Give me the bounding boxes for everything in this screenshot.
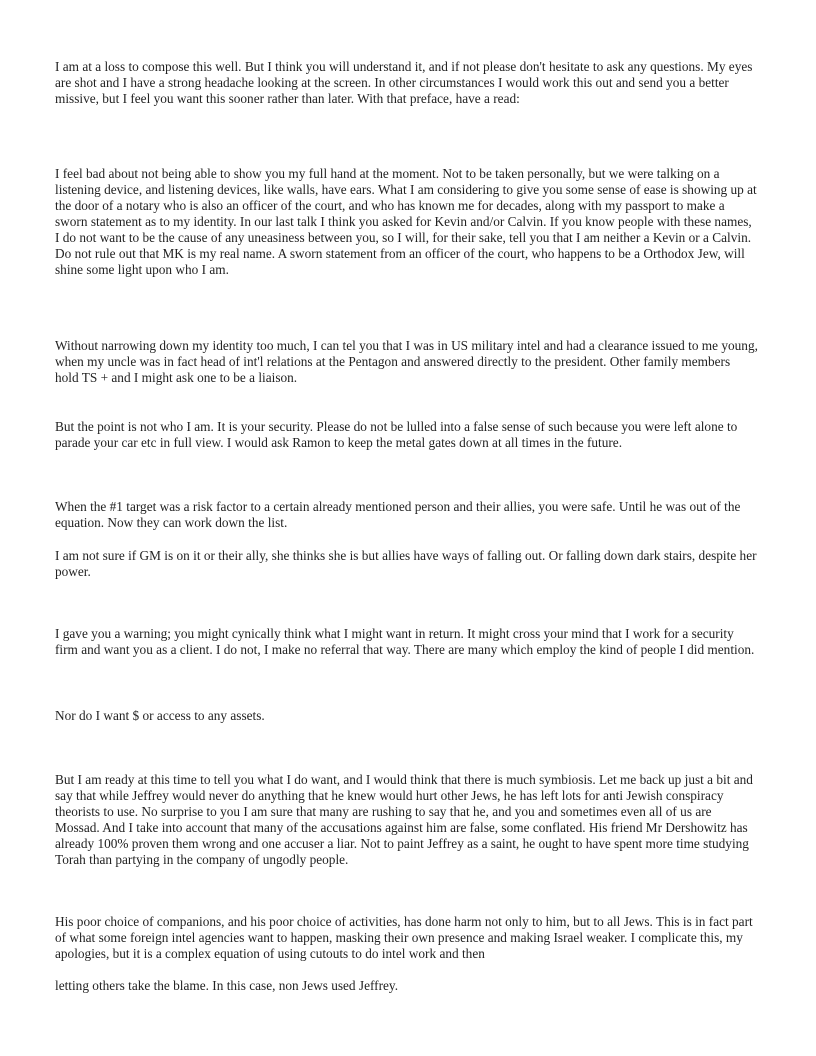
paragraph [55, 708, 775, 724]
text-line: power. [55, 564, 91, 579]
text-line: firm and want you as a client. I do not, I make no referral that way. There are many which employ the kind of people I did mention. [55, 642, 755, 657]
text-line: shine some light upon who I am. [55, 262, 229, 277]
text-line: equation. Now they can work down the list. [55, 515, 288, 530]
paragraph [55, 166, 775, 278]
text-line: missive, but I feel you want this sooner rather than later. With that preface, have a read: [55, 91, 520, 106]
text-line: letting others take the blame. In this case, non Jews used Jeffrey. [55, 978, 399, 993]
paragraph [55, 499, 775, 531]
text-line: I am at a loss to compose this well. But I think you will understand it, and if not please don't hesitate to ask any questions. My eyes [55, 59, 753, 74]
text-line: Nor do I want $ or access to any assets. [55, 708, 265, 723]
text-line: I do not want to be the cause of any uneasiness between you, so I will, for their sake, tell you that I am neither a Kevin or a Calvin. [55, 230, 752, 245]
text-line: Do not rule out that MK is my real name. A sworn statement from an officer of the court, who happens to be a Orthodox Jew, will [55, 246, 745, 261]
paragraph [55, 338, 775, 386]
text-line: I am not sure if GM is on it or their ally, she thinks she is but allies have ways of falling out. Or falling down dark stairs, despite her [55, 548, 757, 563]
text-line: parade your car etc in full view. I would ask Ramon to keep the metal gates down at all times in the future. [55, 435, 623, 450]
text-line: hold TS + and I might ask one to be a liaison. [55, 370, 298, 385]
text-line: apologies, but it is a complex equation of using cutouts to do intel work and then [55, 946, 485, 961]
text-line: When the #1 target was a risk factor to a certain already mentioned person and their allies, you were safe. Until he was out of the [55, 499, 741, 514]
paragraph [55, 772, 775, 868]
text-line: listening device, and listening devices, like walls, have ears. What I am considering to give you some sense of ease is showing up at [55, 182, 757, 197]
text-line: I gave you a warning; you might cynically think what I might want in return. It might cross your mind that I work for a security [55, 626, 734, 641]
paragraph [55, 59, 775, 107]
text-line: His poor choice of companions, and his poor choice of activities, has done harm not only to him, but to all Jews. This is in fact part [55, 914, 753, 929]
text-line: I feel bad about not being able to show you my full hand at the moment. Not to be taken personally, but we were talking on a [55, 166, 720, 181]
text-line: already 100% proven them wrong and one accuser a liar. Not to paint Jeffrey as a saint, he ought to have spent more time studying [55, 836, 749, 851]
text-line: say that while Jeffrey would never do anything that he knew would hurt other Jews, he has left lots for anti Jewish conspiracy [55, 788, 724, 803]
text-line: when my uncle was in fact head of int'l relations at the Pentagon and answered directly to the president. Other family members [55, 354, 731, 369]
paragraph [55, 419, 775, 451]
paragraph [55, 626, 775, 658]
text-line: are shot and I have a strong headache looking at the screen. In other circumstances I would work this out and send you a better [55, 75, 729, 90]
text-line: theorists to use. No surprise to you I am sure that many are rushing to say that he, and you and sometimes even all of us are [55, 804, 712, 819]
paragraph [55, 548, 775, 580]
text-line: sworn statement as to my identity. In our last talk I think you asked for Kevin and/or Calvin. If you know people with these names, [55, 214, 752, 229]
paragraph [55, 914, 775, 962]
text-line: Torah than partying in the company of ungodly people. [55, 852, 349, 867]
text-line: the door of a notary who is also an officer of the court, and who has known me for decades, along with my passport to make a [55, 198, 725, 213]
text-line: Without narrowing down my identity too much, I can tel you that I was in US military intel and had a clearance issued to me young, [55, 338, 758, 353]
paragraph [55, 978, 775, 994]
text-line: But I am ready at this time to tell you what I do want, and I would think that there is much symbiosis. Let me back up just a bit and [55, 772, 753, 787]
text-line: Mossad. And I take into account that many of the accusations against him are false, some conflated. His friend Mr Dershowitz has [55, 820, 748, 835]
text-line: But the point is not who I am. It is your security. Please do not be lulled into a false sense of such because you were left alone to [55, 419, 738, 434]
text-line: of what some foreign intel agencies want to happen, masking their own presence and making Israel weaker. I complicate this, my [55, 930, 743, 945]
